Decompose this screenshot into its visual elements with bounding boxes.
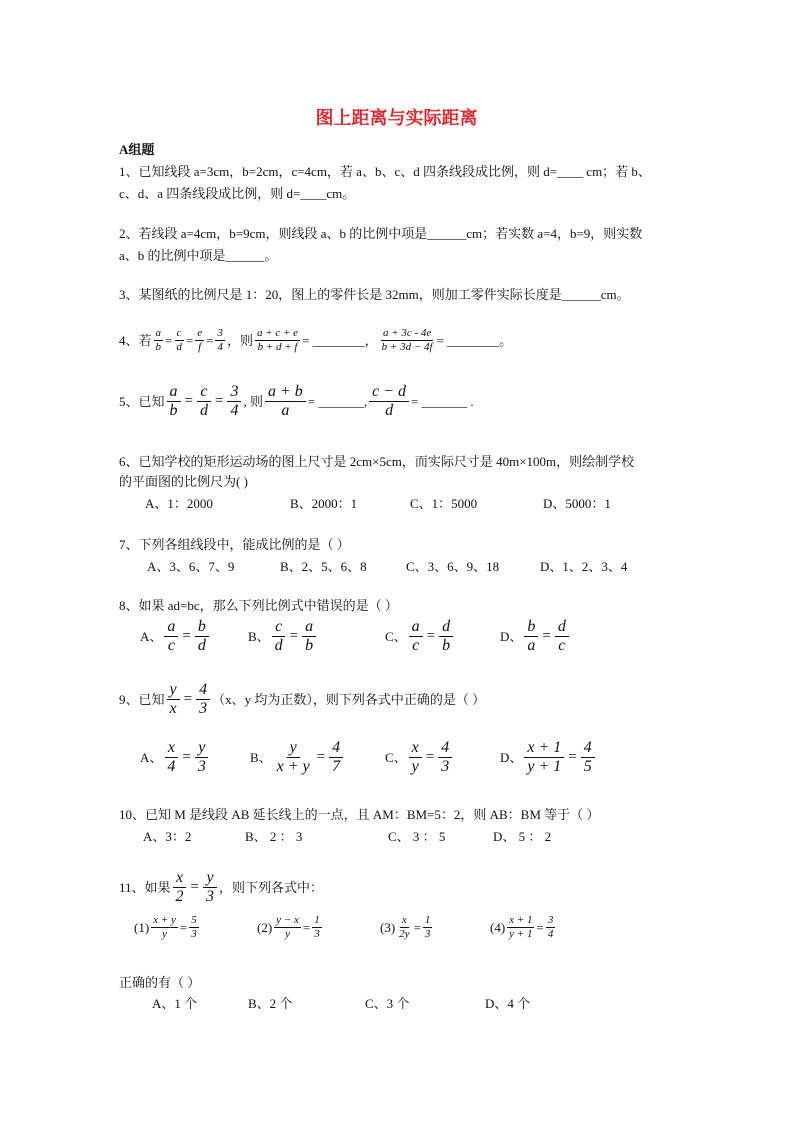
fraction bbox=[423, 915, 433, 940]
text-segment: 6、已知学校的矩形运动场的图上尺寸是 2cm×5cm，而实际尺寸是 40m×100m，则绘制学校 bbox=[119, 454, 635, 469]
fraction-denominator: y bbox=[285, 928, 290, 940]
text-segment: C、3 个 bbox=[365, 996, 410, 1011]
fraction-numerator: x bbox=[165, 740, 178, 758]
fraction-numerator: c bbox=[176, 327, 182, 339]
question-9-option-b bbox=[250, 740, 345, 775]
text-segment: 1、已知线段 a=3cm，b=2cm，c=4cm，若 a、b、c、d 四条线段成比例，则 d=____ cm；若 b、 bbox=[119, 164, 651, 179]
question-10 bbox=[119, 808, 599, 821]
fraction-denominator: 7 bbox=[332, 758, 341, 775]
fraction-numerator: 4 bbox=[581, 740, 595, 758]
text-segment: ，则下列各式中： bbox=[219, 880, 324, 895]
fraction-numerator: c − d bbox=[369, 384, 409, 402]
fraction-numerator: y bbox=[203, 870, 216, 888]
text-segment: (3) bbox=[380, 920, 396, 935]
fraction bbox=[196, 682, 210, 717]
fraction-numerator: a + b bbox=[265, 384, 306, 402]
fraction-denominator: d bbox=[274, 637, 283, 654]
fraction-denominator: a bbox=[281, 402, 290, 419]
fraction-numerator: e bbox=[197, 327, 203, 339]
question-10-option-a bbox=[143, 830, 191, 843]
equals-sign: = bbox=[179, 920, 188, 935]
section-heading: A组题 bbox=[119, 142, 155, 157]
fraction bbox=[255, 328, 300, 353]
equals-sign: = bbox=[536, 920, 544, 935]
fraction bbox=[195, 740, 209, 775]
text-segment: D、1、2、3、4 bbox=[540, 559, 628, 574]
fraction-numerator: a bbox=[409, 619, 423, 637]
fraction bbox=[272, 619, 286, 654]
text-segment: = ________。 bbox=[436, 333, 513, 348]
text-segment: D、 bbox=[500, 629, 523, 644]
fraction-denominator: y bbox=[162, 928, 167, 940]
fraction bbox=[215, 328, 225, 353]
text-segment: （x、y 均为正数），则下列各式中正确的是（ ） bbox=[212, 692, 486, 707]
question-1-line-2 bbox=[119, 187, 355, 200]
fraction bbox=[195, 619, 209, 654]
fraction-numerator: x + 1 bbox=[509, 914, 533, 926]
text-segment: B、2 个 bbox=[248, 996, 293, 1011]
question-3 bbox=[119, 288, 630, 301]
equals-sign: = bbox=[185, 333, 194, 348]
fraction-numerator: a + 3c - 4e bbox=[382, 327, 432, 339]
question-9-option-c bbox=[385, 740, 454, 775]
question-11 bbox=[119, 870, 323, 905]
fraction-numerator: 3 bbox=[217, 327, 223, 339]
text-segment: (1) bbox=[134, 920, 150, 935]
text-segment: A、 bbox=[140, 629, 163, 644]
text-segment: A、1：2000 bbox=[145, 496, 213, 511]
text-segment: B、 bbox=[248, 629, 270, 644]
fraction bbox=[164, 740, 178, 775]
fraction bbox=[151, 915, 178, 940]
equals-sign: = bbox=[182, 628, 191, 644]
fraction-numerator: y − x bbox=[276, 914, 299, 926]
fraction-numerator: 1 bbox=[424, 914, 431, 926]
fraction-denominator: 3 bbox=[206, 888, 214, 905]
question-8-option-a bbox=[140, 619, 211, 654]
fraction bbox=[195, 328, 204, 353]
fraction-denominator: d bbox=[176, 341, 182, 353]
fraction-numerator: a bbox=[155, 327, 162, 339]
text-segment: , 则 bbox=[243, 394, 263, 409]
fraction-numerator: 4 bbox=[329, 740, 343, 758]
equals-sign: = bbox=[182, 749, 191, 765]
text-segment: C、3、6、9、18 bbox=[406, 559, 500, 574]
fraction-numerator: a bbox=[167, 384, 181, 402]
text-segment: 8、如果 ad=bc，那么下列比例式中错误的是（ ） bbox=[119, 598, 398, 613]
fraction bbox=[524, 740, 564, 775]
equals-sign: = bbox=[184, 393, 193, 409]
equals-sign: = bbox=[413, 920, 421, 935]
text-segment: 的平面图的比例尺为( ) bbox=[119, 474, 248, 489]
equals-sign: = bbox=[214, 393, 224, 409]
question-9-option-d bbox=[500, 740, 597, 775]
text-segment: 7、下列各组线段中，能成比例的是（ ） bbox=[119, 537, 350, 552]
fraction bbox=[227, 384, 241, 419]
question-11-answer-line bbox=[119, 976, 200, 989]
fraction-denominator: x bbox=[169, 700, 177, 717]
question-6-option-d bbox=[543, 497, 611, 510]
text-segment: A、 bbox=[140, 750, 163, 765]
text-segment: B、 bbox=[250, 750, 272, 765]
question-6-option-a bbox=[145, 497, 213, 510]
question-5 bbox=[119, 384, 474, 419]
equals-sign: = bbox=[302, 920, 311, 935]
question-11-option-a bbox=[152, 997, 197, 1010]
text-segment: = _______ . bbox=[411, 394, 474, 409]
text-segment: = ________， bbox=[302, 333, 378, 348]
equals-sign: = bbox=[316, 749, 326, 765]
question-9 bbox=[119, 682, 485, 717]
equals-sign: = bbox=[426, 628, 436, 644]
fraction-numerator: a bbox=[164, 619, 178, 637]
text-segment: 10、已知 M 是线段 AB 延长线上的一点，且 AM：BM=5：2，则 AB：BM 等于（ ） bbox=[119, 807, 600, 822]
fraction-denominator: 2y bbox=[399, 928, 410, 940]
question-8-option-c bbox=[385, 619, 455, 654]
question-7-option-b bbox=[280, 560, 367, 573]
fraction-denominator: d bbox=[385, 402, 394, 419]
text-segment: D、4 个 bbox=[485, 996, 531, 1011]
equals-sign: = bbox=[165, 333, 173, 348]
text-segment: B、2、5、6、8 bbox=[280, 559, 367, 574]
question-10-option-b bbox=[245, 830, 302, 843]
question-11-option-b bbox=[248, 997, 292, 1010]
fraction-denominator: x + y bbox=[276, 758, 310, 775]
fraction bbox=[189, 915, 199, 940]
question-11-item-1 bbox=[134, 915, 201, 940]
fraction-denominator: 3 bbox=[191, 928, 197, 940]
question-6-line-1 bbox=[119, 455, 634, 468]
fraction-denominator: 3 bbox=[197, 758, 206, 775]
fraction-denominator: y bbox=[411, 758, 419, 775]
fraction-numerator: 3 bbox=[227, 384, 241, 402]
text-segment: (2) bbox=[257, 920, 273, 935]
text-segment: C、 3 ： 5 bbox=[388, 829, 446, 844]
text-segment: C、1：5000 bbox=[410, 496, 478, 511]
text-segment: 5、已知 bbox=[119, 394, 165, 409]
fraction-numerator: d bbox=[439, 619, 453, 637]
fraction-numerator: y bbox=[167, 682, 180, 700]
equals-sign: = bbox=[425, 749, 435, 765]
fraction bbox=[197, 384, 211, 419]
fraction-numerator: 4 bbox=[438, 740, 452, 758]
fraction-denominator: c bbox=[412, 637, 420, 654]
fraction-numerator: x + 1 bbox=[524, 740, 564, 758]
equals-sign: = bbox=[289, 628, 299, 644]
question-1-line-1 bbox=[119, 165, 651, 178]
question-4 bbox=[119, 328, 512, 353]
question-6-line-2 bbox=[119, 475, 248, 488]
fraction-numerator: x bbox=[173, 870, 186, 888]
text-segment: c、d、a 四条线段成比例，则 d=____cm。 bbox=[119, 186, 356, 201]
fraction-denominator: y + 1 bbox=[527, 758, 562, 775]
question-11-item-2 bbox=[257, 915, 324, 940]
fraction bbox=[173, 870, 187, 905]
fraction-denominator: 3 bbox=[199, 700, 208, 717]
text-segment: 3、某图纸的比例尺是 1：20，图上的零件长是 32mm，则加工零件实际长度是______cm。 bbox=[119, 287, 630, 302]
fraction-denominator: b bbox=[442, 637, 451, 654]
fraction-denominator: 3 bbox=[441, 758, 450, 775]
fraction bbox=[507, 915, 534, 940]
fraction-numerator: 5 bbox=[191, 914, 197, 926]
text-segment: 正确的有（ ） bbox=[119, 975, 201, 990]
question-7-option-a bbox=[147, 560, 234, 573]
question-7-option-d bbox=[540, 560, 627, 573]
question-7-option-c bbox=[406, 560, 499, 573]
fraction-numerator: c bbox=[272, 619, 285, 637]
fraction-denominator: d bbox=[197, 637, 206, 654]
fraction bbox=[265, 384, 306, 419]
page-title: 图上距离与实际距离 bbox=[315, 108, 478, 129]
fraction-denominator: 5 bbox=[583, 758, 592, 775]
question-7 bbox=[119, 538, 350, 551]
text-segment: = _______, bbox=[307, 394, 368, 409]
text-segment: 9、已知 bbox=[119, 692, 165, 707]
fraction bbox=[369, 384, 409, 419]
text-segment: (4) bbox=[490, 920, 506, 935]
fraction-denominator: c bbox=[167, 637, 175, 654]
text-segment: a、b 的比例中项是______。 bbox=[119, 248, 278, 263]
text-segment: A、1 个 bbox=[152, 996, 198, 1011]
fraction bbox=[174, 328, 184, 353]
fraction bbox=[329, 740, 343, 775]
fraction-denominator: 4 bbox=[217, 341, 223, 353]
fraction-denominator: f bbox=[198, 341, 202, 353]
fraction-numerator: 4 bbox=[196, 682, 210, 700]
question-10-option-d bbox=[493, 830, 551, 843]
text-segment: A、3：2 bbox=[143, 829, 192, 844]
fraction-denominator: 4 bbox=[230, 402, 239, 419]
fraction bbox=[302, 619, 316, 654]
fraction-denominator: b bbox=[305, 637, 314, 654]
question-11-option-d bbox=[485, 997, 530, 1010]
fraction-numerator: x bbox=[401, 914, 407, 926]
fraction-denominator: b bbox=[155, 341, 162, 353]
fraction-numerator: a bbox=[302, 619, 316, 637]
fraction-numerator: b bbox=[524, 619, 538, 637]
fraction bbox=[439, 619, 453, 654]
fraction-numerator: x bbox=[409, 740, 422, 758]
fraction-numerator: c bbox=[197, 384, 210, 402]
fraction-numerator: 3 bbox=[547, 914, 554, 926]
question-8-option-d bbox=[500, 619, 571, 654]
fraction-denominator: 3 bbox=[314, 928, 320, 940]
fraction-numerator: 1 bbox=[314, 914, 320, 926]
text-segment: D、 bbox=[500, 750, 523, 765]
question-11-option-c bbox=[365, 997, 409, 1010]
fraction bbox=[524, 619, 538, 654]
fraction bbox=[438, 740, 452, 775]
text-segment: D、5000：1 bbox=[543, 496, 611, 511]
fraction-denominator: d bbox=[199, 402, 208, 419]
text-segment: B、2000：1 bbox=[290, 496, 358, 511]
equals-sign: = bbox=[190, 879, 199, 895]
fraction-numerator: d bbox=[555, 619, 569, 637]
fraction-numerator: x + y bbox=[153, 914, 176, 926]
text-segment: B、 2 ： 3 bbox=[245, 829, 303, 844]
fraction-denominator: 3 bbox=[424, 928, 431, 940]
fraction-denominator: 4 bbox=[167, 758, 176, 775]
question-11-item-4 bbox=[490, 915, 557, 940]
fraction bbox=[555, 619, 569, 654]
fraction bbox=[397, 915, 411, 940]
fraction-numerator: y bbox=[287, 740, 300, 758]
equals-sign: = bbox=[542, 628, 551, 644]
fraction bbox=[167, 682, 180, 717]
fraction-denominator: c bbox=[558, 637, 566, 654]
fraction-denominator: b + 3d − 4f bbox=[381, 341, 433, 353]
fraction bbox=[312, 915, 322, 940]
question-6-option-b bbox=[290, 497, 357, 510]
question-11-item-3 bbox=[380, 915, 434, 940]
fraction-numerator: b bbox=[195, 619, 209, 637]
equals-sign: = bbox=[206, 333, 214, 348]
fraction bbox=[154, 328, 164, 353]
equals-sign: = bbox=[568, 749, 577, 765]
fraction bbox=[274, 740, 313, 775]
question-10-option-c bbox=[388, 830, 445, 843]
text-segment: C、 bbox=[385, 629, 407, 644]
equals-sign: = bbox=[183, 691, 193, 707]
fraction bbox=[546, 915, 556, 940]
text-segment: C、 bbox=[385, 750, 407, 765]
fraction-denominator: 2 bbox=[175, 888, 184, 905]
fraction bbox=[409, 619, 423, 654]
fraction bbox=[380, 328, 435, 353]
fraction-denominator: a bbox=[527, 637, 536, 654]
fraction-numerator: y bbox=[195, 740, 208, 758]
fraction bbox=[581, 740, 595, 775]
question-8-option-b bbox=[248, 619, 318, 654]
text-segment: D、 5 ： 2 bbox=[493, 829, 552, 844]
fraction bbox=[164, 619, 178, 654]
question-9-option-a bbox=[140, 740, 211, 775]
fraction bbox=[203, 870, 217, 905]
fraction-denominator: b + d + f bbox=[257, 341, 298, 353]
fraction bbox=[409, 740, 422, 775]
text-segment: ，则 bbox=[226, 333, 253, 348]
question-2-line-2 bbox=[119, 249, 278, 262]
fraction-denominator: y + 1 bbox=[509, 928, 533, 940]
question-6-option-c bbox=[410, 497, 477, 510]
fraction-denominator: 4 bbox=[547, 928, 554, 940]
text-segment: 11、如果 bbox=[119, 880, 171, 895]
fraction-denominator: b bbox=[169, 402, 178, 419]
fraction-numerator: a + c + e bbox=[256, 327, 299, 339]
question-8 bbox=[119, 599, 398, 612]
question-2-line-1 bbox=[119, 227, 642, 240]
text-segment: 4、若 bbox=[119, 333, 152, 348]
text-segment: A、3、6、7、9 bbox=[147, 559, 235, 574]
fraction bbox=[167, 384, 181, 419]
fraction bbox=[274, 915, 301, 940]
text-segment: 2、若线段 a=4cm，b=9cm，则线段 a、b 的比例中项是______cm；若实数 a=4，b=9，则实数 bbox=[119, 226, 643, 241]
